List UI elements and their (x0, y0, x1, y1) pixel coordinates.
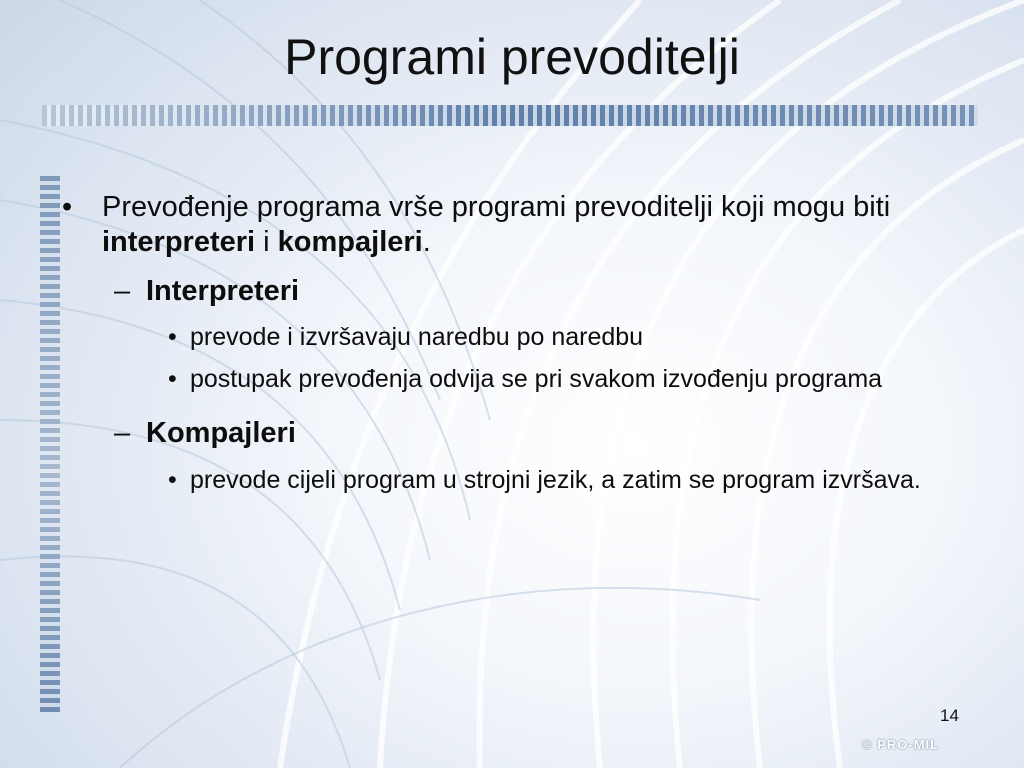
title-decorative-bar (42, 105, 978, 126)
sub-bullet-kompajleri-1 (62, 465, 962, 495)
sub-bullet-text: postupak prevođenja odvija se pri svakom izvođenju programa (190, 365, 883, 394)
page-number: 14 (940, 706, 959, 725)
dash-marker: – (114, 417, 131, 450)
sub-bullet-text: prevode cijeli program u strojni jezik, a zatim se program izvršava. (190, 466, 921, 495)
heading-kompajleri (62, 416, 962, 451)
intro-bold-kompajleri: kompajleri (277, 225, 423, 258)
bullet-marker: • (168, 323, 177, 352)
slide-content (62, 190, 962, 507)
bullet-marker: • (62, 191, 73, 223)
sub-bullet-interpreteri-2 (62, 364, 962, 394)
intro-text-and: i (255, 225, 278, 258)
sub-bullet-text: prevode i izvršavaju naredbu po naredbu (190, 323, 644, 352)
heading-interpreteri (62, 274, 962, 309)
bullet-marker: • (168, 466, 177, 495)
heading-kompajleri-text: Kompajleri (146, 417, 296, 450)
intro-text-start: Prevođenje programa vrše programi prevoditelji koji mogu biti (102, 191, 891, 223)
sub-bullet-interpreteri-1 (62, 322, 962, 352)
intro-text-end: . (422, 225, 431, 258)
left-decorative-bar (40, 176, 60, 712)
slide-title: Programi prevoditelji (284, 29, 740, 85)
dash-marker: – (114, 274, 131, 307)
bullet-intro (62, 190, 962, 260)
intro-bold-interpreteri: interpreteri (102, 225, 256, 258)
bullet-marker: • (168, 365, 177, 394)
watermark-logo: © PRO-MIL (862, 737, 940, 752)
heading-interpreteri-text: Interpreteri (146, 274, 300, 307)
